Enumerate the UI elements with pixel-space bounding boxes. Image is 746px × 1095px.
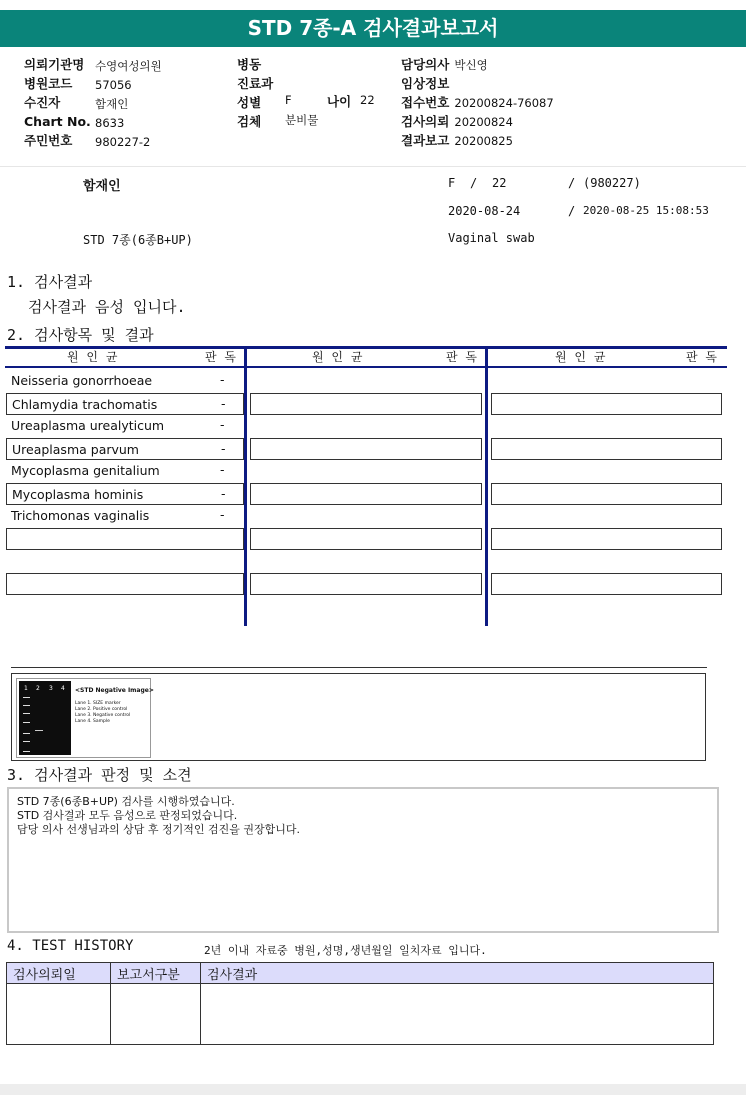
history-col-report-type: 보고서구분 (111, 963, 201, 984)
patient-name: 함재인 (95, 97, 129, 111)
results-grid-header-line (5, 366, 727, 368)
header-label: 결과보고 (401, 133, 450, 148)
summary-sep3: / (568, 204, 576, 218)
organism-name: Mycoplasma genitalium (11, 463, 160, 478)
organism-name: Neisseria gonorrhoeae (11, 373, 153, 388)
result-row-empty (6, 573, 244, 595)
resident-number: 980227-2 (95, 135, 151, 149)
result-row (6, 415, 244, 438)
report-title: STD 7종-A 검사결과보고서 (0, 10, 746, 47)
section1-result: 검사결과 음성 입니다. (28, 298, 186, 316)
result-row (6, 370, 244, 393)
organism-result: - (221, 396, 226, 411)
organism-result: - (220, 417, 225, 432)
results-grid-divider-2 (485, 346, 488, 626)
gel-lane-number: 4 (61, 685, 65, 692)
gel-lane-number: 2 (36, 685, 40, 692)
hospital-name: 수영여성의원 (95, 59, 162, 73)
header-col1-values (95, 55, 162, 150)
result-row-empty (491, 483, 722, 505)
result-row (6, 438, 244, 460)
summary-sep2: / (568, 176, 576, 190)
header-col1 (24, 54, 91, 149)
section2-title: 2. 검사항목 및 결과 (7, 326, 154, 344)
sex-label: 성별 (237, 95, 262, 110)
sex-value: F (285, 93, 292, 107)
summary-request-date: 2020-08-24 (448, 204, 521, 218)
result-row (6, 460, 244, 483)
header-label: 의뢰기관명 (24, 57, 85, 72)
history-cell (7, 984, 111, 1045)
header-label: 접수번호 (401, 95, 450, 110)
col-header-organism: 원 인 균 (555, 350, 608, 364)
organism-name: Trichomonas vaginalis (11, 508, 150, 523)
gel-band (23, 697, 30, 698)
header-col3 (401, 54, 554, 149)
summary-sep1: / (470, 176, 478, 190)
receipt-number: 20200824-76087 (454, 96, 554, 110)
organism-name: Mycoplasma hominis (12, 487, 144, 502)
header-col2 (237, 54, 387, 130)
result-row-empty (250, 438, 482, 460)
comment-line: STD 7종(6종B+UP) 검사를 시행하였습니다. (17, 795, 235, 808)
organism-result: - (220, 462, 225, 477)
results-column-3 (491, 393, 722, 595)
gel-band (23, 722, 30, 723)
summary-birth: (980227) (583, 176, 641, 190)
result-row (6, 505, 244, 528)
gel-legend-item: Lane 2. Positive control (75, 707, 128, 712)
summary-sex: F (448, 176, 456, 190)
result-row-empty (491, 573, 722, 595)
history-cell (111, 984, 201, 1045)
col-header-judge: 판 독 (205, 350, 238, 364)
organism-result: - (221, 441, 226, 456)
result-row-empty (491, 528, 722, 550)
history-table (6, 962, 714, 1045)
result-row-empty (6, 528, 244, 550)
col-header-judge: 판 독 (686, 350, 719, 364)
summary-report-datetime: 2020-08-25 15:08:53 (583, 204, 709, 217)
gel-image (19, 681, 71, 755)
section1-title: 1. 검사결과 (7, 273, 93, 291)
results-column-2 (250, 393, 482, 595)
comment-box (7, 787, 719, 933)
summary-age: 22 (492, 176, 507, 190)
gel-lane-number: 3 (49, 685, 53, 692)
ward-label: 병동 (237, 57, 262, 72)
summary-name: 함재인 (83, 179, 121, 194)
header-label: Chart No. (24, 114, 91, 129)
gel-image-title: <STD Negative Image> (75, 687, 154, 694)
header-info (0, 54, 746, 154)
gel-divider-line (11, 667, 707, 668)
history-col-result: 검사결과 (201, 963, 714, 984)
organism-result: - (220, 372, 225, 387)
gel-legend-item: Lane 1. SIZE marker (75, 701, 121, 706)
comment-line: STD 검사결과 모두 음성으로 판정되었습니다. (17, 809, 238, 822)
section4-title: 4. TEST HISTORY (7, 938, 134, 954)
history-empty-row (7, 984, 714, 1045)
dept-label: 진료과 (237, 76, 274, 91)
organism-name: Ureaplasma parvum (12, 442, 139, 457)
age-value: 22 (360, 93, 375, 107)
header-label: 검사의뢰 (401, 114, 450, 129)
request-date: 20200824 (454, 115, 513, 129)
header-separator (0, 166, 746, 167)
age-label: 나이 (327, 94, 352, 109)
gel-image-panel (16, 678, 154, 758)
header-label: 임상정보 (401, 76, 450, 91)
gel-band (23, 713, 30, 714)
hospital-code: 57056 (95, 78, 132, 92)
gel-band (23, 751, 30, 752)
result-row-empty (250, 528, 482, 550)
gel-legend-item: Lane 4. Sample (75, 719, 110, 724)
header-label: 병원코드 (24, 76, 73, 91)
specimen-label: 검체 (237, 114, 262, 129)
results-grid-divider-1 (244, 346, 247, 626)
gel-band (35, 730, 43, 731)
chart-number: 8633 (95, 116, 125, 130)
gel-legend-item: Lane 3. Negative control (75, 713, 131, 718)
header-label: 담당의사 (401, 57, 450, 72)
result-row (6, 483, 244, 505)
report-date: 20200825 (454, 134, 513, 148)
section3-title: 3. 검사결과 판정 및 소견 (7, 766, 192, 784)
gel-band (23, 741, 30, 742)
summary-specimen: Vaginal swab (448, 231, 535, 245)
header-label: 주민번호 (24, 133, 73, 148)
results-column-1 (6, 370, 244, 595)
col-header-judge: 판 독 (446, 350, 479, 364)
history-header-row (7, 963, 714, 984)
history-note: 2년 이내 자료중 병원,성명,생년월일 일치자료 입니다. (204, 944, 487, 957)
organism-name: Ureaplasma urealyticum (11, 418, 165, 433)
summary-test-name: STD 7종(6종B+UP) (83, 233, 193, 247)
gel-band (23, 733, 30, 734)
result-row-empty (491, 393, 722, 415)
organism-result: - (221, 486, 226, 501)
result-row (6, 393, 244, 415)
organism-result: - (220, 507, 225, 522)
history-cell (201, 984, 714, 1045)
page-footer-strip (0, 1084, 746, 1095)
header-label: 수진자 (24, 95, 61, 110)
specimen-value: 분비물 (285, 113, 319, 127)
doctor-name: 박신영 (454, 58, 488, 72)
col-header-organism: 원 인 균 (312, 350, 365, 364)
result-row-empty (250, 483, 482, 505)
gel-lane-number: 1 (24, 685, 28, 692)
gel-legend (75, 701, 130, 725)
comment-line: 담당 의사 선생님과의 상담 후 정기적인 검진을 권장합니다. (17, 823, 300, 836)
history-col-request-date: 검사의뢰일 (7, 963, 111, 984)
gel-band (23, 705, 30, 706)
col-header-organism: 원 인 균 (67, 350, 120, 364)
result-row-empty (250, 573, 482, 595)
result-row-empty (491, 438, 722, 460)
result-row-empty (250, 393, 482, 415)
organism-name: Chlamydia trachomatis (12, 397, 158, 412)
